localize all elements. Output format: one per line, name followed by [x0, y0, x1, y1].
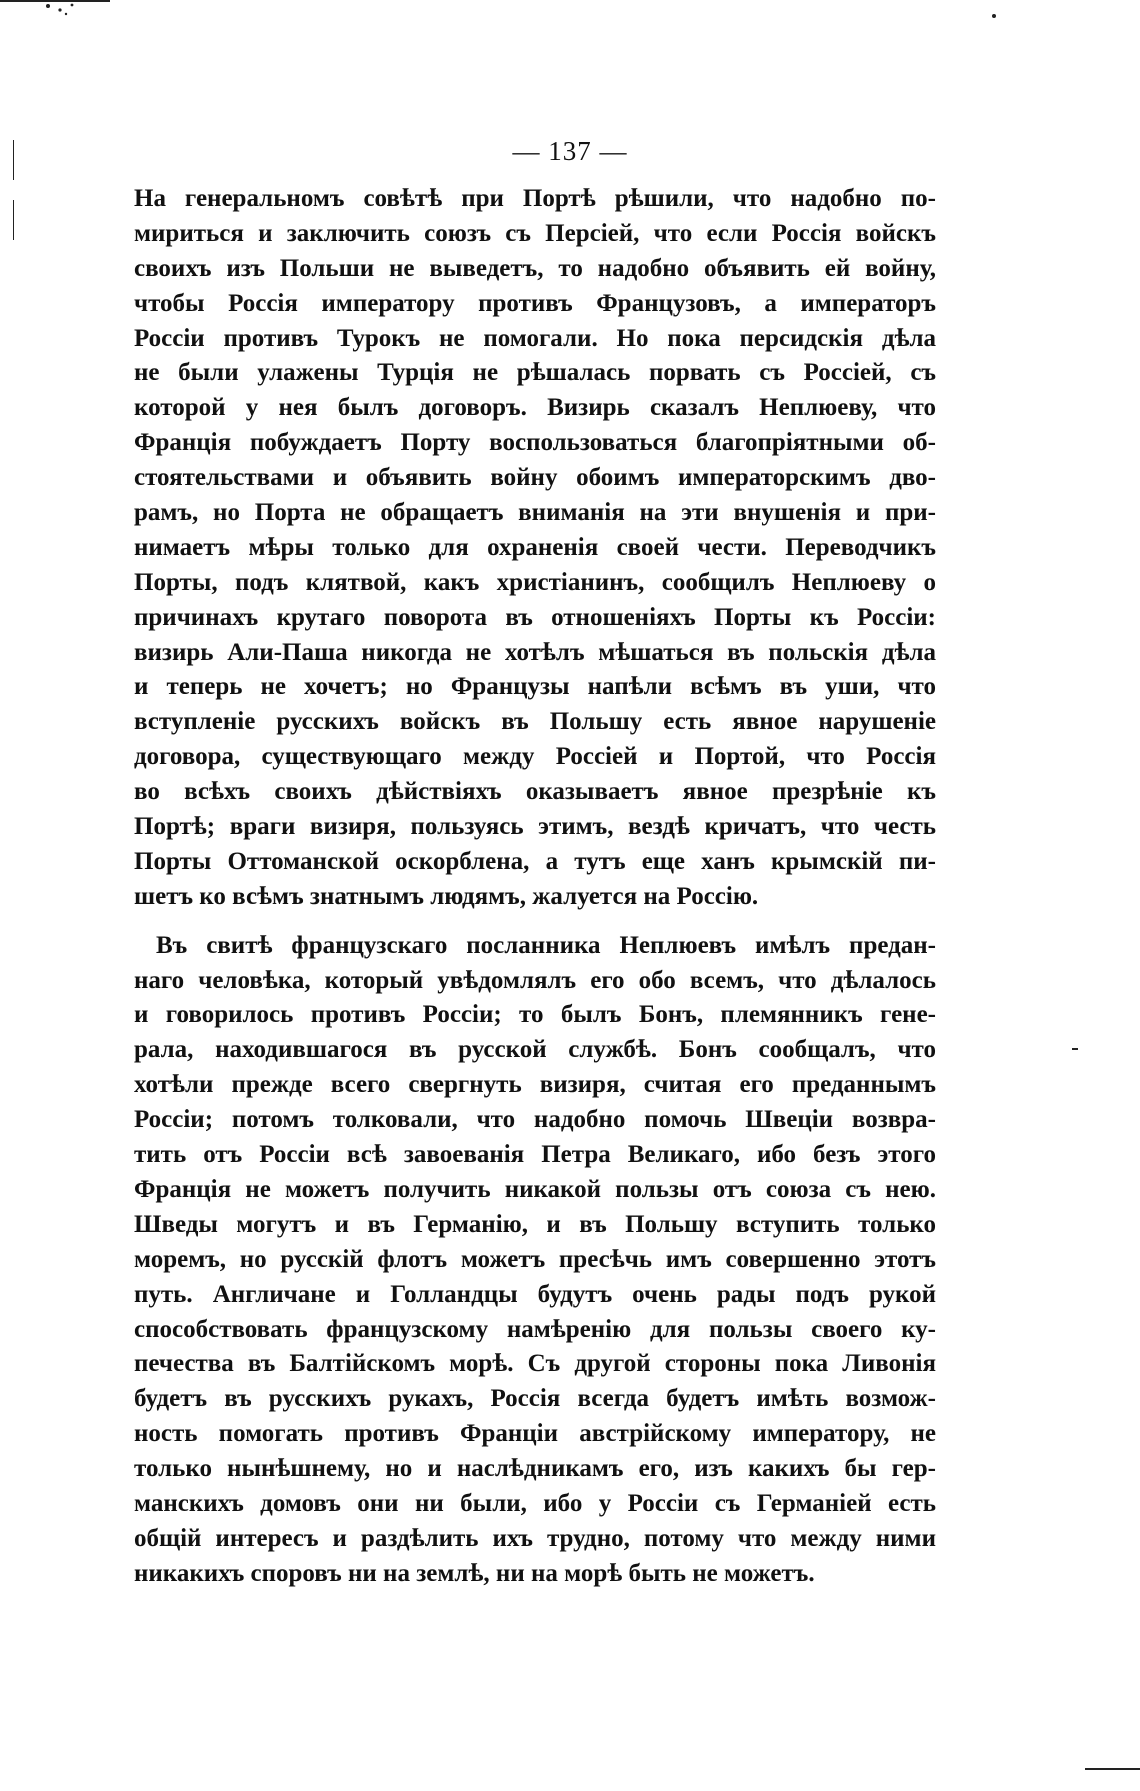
text-line: тить отъ Россіи всѣ завоеванія Петра Великаго, ибо безъ этого — [134, 1141, 936, 1169]
scan-speck — [46, 4, 50, 8]
text-line: моремъ, но русскій флотъ можетъ пресѣчь имъ совершенно этотъ — [134, 1245, 936, 1273]
scan-edge-mark — [0, 0, 110, 2]
text-line: Порты Оттоманской оскорблена, а тутъ еще ханъ крымскій пи- — [134, 847, 936, 875]
text-line: и теперь не хочетъ; но Французы напѣли всѣмъ въ уши, что — [134, 673, 936, 701]
text-line: Шведы могутъ и въ Германію, и въ Польшу вступить только — [134, 1210, 936, 1238]
text-line: рала, находившагося въ русской службѣ. Бонъ сообщалъ, что — [134, 1036, 936, 1064]
text-line: не были улажены Турція не рѣшалась порвать съ Россіей, съ — [134, 359, 936, 387]
scan-speck — [65, 13, 67, 15]
text-line: рамъ, но Порта не обращаетъ вниманія на эти внушенія и при- — [134, 499, 936, 527]
scan-edge-mark — [1085, 1768, 1140, 1770]
text-line: никакихъ споровъ ни на землѣ, ни на морѣ быть не можетъ. — [134, 1559, 815, 1587]
text-line: чтобы Россія императору противъ Французовъ, а императоръ — [134, 289, 936, 317]
text-line: стоятельствами и объявить войну обоимъ императорскимъ дво- — [134, 464, 936, 492]
book-text-block — [134, 182, 936, 1592]
text-line: нимаетъ мѣры только для охраненія своей чести. Переводчикъ — [134, 533, 936, 561]
paragraph-1 — [134, 182, 936, 915]
text-line: мириться и заключить союзъ съ Персіей, что если Россія войскъ — [134, 219, 936, 247]
text-line: путь. Англичане и Голландцы будутъ очень рады подъ рукой — [134, 1280, 936, 1308]
text-line: печества въ Балтійскомъ морѣ. Съ другой стороны пока Ливонія — [134, 1350, 936, 1378]
scan-margin-line — [13, 200, 14, 240]
text-line: Франція побуждаетъ Порту воспользоваться благопріятными об- — [134, 429, 936, 457]
text-line: хотѣли прежде всего свергнуть визиря, считая его преданнымъ — [134, 1071, 936, 1099]
text-line: На генеральномъ совѣтѣ при Портѣ рѣшили, что надобно по- — [134, 185, 936, 212]
text-line: общій интересъ и раздѣлить ихъ трудно, потому что между ними — [134, 1524, 936, 1552]
text-line: Въ свитѣ французскаго посланника Неплюевъ имѣлъ предан- — [156, 931, 936, 959]
text-line: Россіи; потомъ толковали, что надобно помочь Швеціи возвра- — [134, 1106, 936, 1134]
text-line: Франція не можетъ получить никакой пользы отъ союза съ нею. — [134, 1175, 936, 1203]
text-line: Порты, подъ клятвой, какъ христіанинъ, сообщилъ Неплюеву о — [134, 568, 936, 596]
paragraph-2 — [134, 929, 936, 1592]
scan-speck — [992, 14, 996, 18]
text-line: только нынѣшнему, но и наслѣдникамъ его, изъ какихъ бы гер- — [134, 1455, 936, 1483]
text-line: которой у нея былъ договоръ. Визирь сказалъ Неплюеву, что — [134, 394, 936, 422]
page-number: — 137 — — [512, 136, 628, 166]
scan-speck — [58, 8, 61, 11]
text-line: манскихъ домовъ они ни были, ибо у Россіи съ Германіей есть — [134, 1489, 936, 1517]
scan-speck — [71, 4, 74, 7]
scan-speck — [1072, 1048, 1078, 1050]
text-line: ность помогать противъ Франціи австрійскому императору, не — [134, 1420, 936, 1448]
text-line: и говорилось противъ Россіи; то былъ Бонъ, племянникъ гене- — [134, 1001, 936, 1029]
text-line: вступленіе русскихъ войскъ въ Польшу есть явное нарушеніе — [134, 708, 936, 736]
text-line: визирь Али-Паша никогда не хотѣлъ мѣшаться въ польскія дѣла — [134, 638, 936, 666]
text-line: будетъ въ русскихъ рукахъ, Россія всегда будетъ имѣть возмож- — [134, 1385, 936, 1413]
text-line: своихъ изъ Польши не выведетъ, то надобно объявить ей войну, — [134, 254, 936, 282]
text-line: Портѣ; враги визиря, пользуясь этимъ, вездѣ кричатъ, что честь — [134, 813, 936, 841]
text-line: во всѣхъ своихъ дѣйствіяхъ оказываетъ явное презрѣніе къ — [134, 778, 936, 806]
text-line: наго человѣка, который увѣдомлялъ его обо всемъ, что дѣлалось — [134, 966, 936, 994]
text-line: причинахъ крутаго поворота въ отношеніяхъ Порты къ Россіи: — [134, 603, 936, 631]
text-line: Россіи противъ Турокъ не помогали. Но пока персидскія дѣла — [134, 324, 936, 352]
text-line: способствовать французскому намѣренію для пользы своего ку- — [134, 1315, 936, 1343]
text-line: шетъ ко всѣмъ знатнымъ людямъ, жалуется на Россію. — [134, 882, 759, 910]
text-line: договора, существующаго между Россіей и Портой, что Россія — [134, 743, 936, 771]
